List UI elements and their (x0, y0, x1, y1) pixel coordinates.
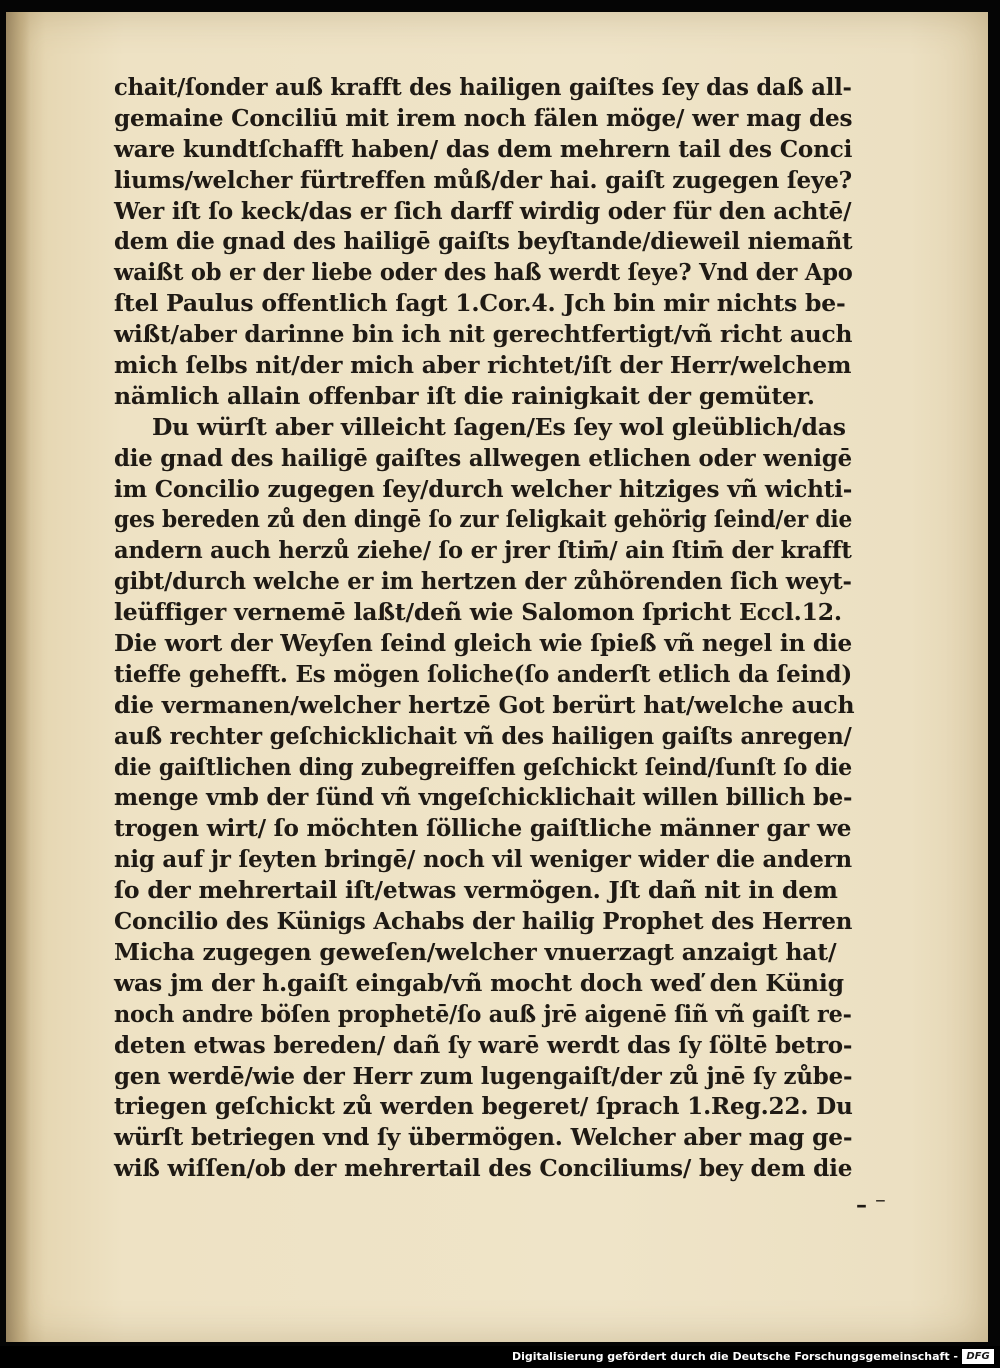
text-line: die gaiſtlichen ding zubegreiffen geſchickt ſeind/ſunſt ſo die (114, 752, 853, 781)
text-line: menge vmb der ſünd vñ vngeſchicklichait willen billich be- (114, 783, 853, 812)
catchword: – ⁻ (856, 1192, 887, 1218)
text-line: Micha zugegen geweſen/welcher vnuerzagt anzaigt hat/ (114, 937, 837, 966)
text-line: gemaine Conciliū mit irem noch fälen möge/ wer mag des (114, 103, 853, 132)
text-line: mich ſelbs nit/der mich aber richtet/iſt der Herr/welchem (114, 351, 852, 380)
funding-credit: Digitalisierung gefördert durch die Deutsche Forschungsgemeinschaft - (511, 1350, 958, 1363)
text-line: chait/ſonder auß krafft des hailigen gaiſtes ſey das daß all- (114, 73, 852, 101)
text-line: ware kundtſchafft haben/ das dem mehrern tail des Conci (114, 134, 853, 163)
text-line: andern auch herzů ziehe/ ſo er jrer ſtim̄/ ain ſtim̄ der krafft (114, 536, 852, 565)
text-line: die vermanen/welcher hertzē Got berürt hat/welche auch (114, 690, 855, 719)
text-line: wißt/aber darinne bin ich nit gerechtfertigt/vñ richt auch (114, 320, 853, 349)
text-line: trogen wirt/ ſo möchten ſölliche gaiſtliche männer gar we (114, 814, 852, 843)
text-line: deten etwas bereden/ dañ ſy warē werdt das ſy ſöltē betro- (114, 1030, 853, 1059)
text-line: nig auf jr ſeyten bringē/ noch vil weniger wider die andern (114, 845, 852, 874)
text-line: leüffiger vernemē laßt/deñ wie Salomon ſpricht Eccl.12. (114, 598, 842, 627)
text-line: noch andre böſen prophetē/ſo auß jrē aigenē ſiñ vñ gaiſt re- (114, 999, 852, 1028)
text-line: waißt ob er der liebe oder des haß werdt ſeye? Vnd der Apo (114, 258, 853, 287)
text-line: im Concilio zugegen ſey/durch welcher hitziges vñ wichti- (114, 474, 853, 503)
text-line: wiß wiſſen/ob der mehrertail des Conciliums/ bey dem die (114, 1154, 853, 1183)
text-line: ges bereden zů den dingē ſo zur ſeligkait gehörig ſeind/er die (114, 505, 853, 534)
text-line: Die wort der Weyſen ſeind gleich wie ſpieß vñ negel in die (114, 629, 852, 658)
text-line: die gnad des hailigē gaiſtes allwegen etlichen oder wenigē (114, 443, 852, 472)
text-line: tieffe gehefft. Es mögen ſoliche(ſo anderſt etlich da ſeind) (114, 659, 853, 688)
text-line: liums/welcher fürtreffen můß/der hai. gaiſt zugegen ſeye? (114, 165, 852, 194)
footer-bar (0, 1346, 1000, 1368)
text-line: dem die gnad des hailigē gaiſts beyſtande/dieweil niemañt (114, 227, 853, 256)
dfg-logo-icon: DFG (962, 1349, 994, 1364)
text-line: gen werdē/wie der Herr zum lugengaiſt/der zů jnē ſy zůbe- (114, 1061, 853, 1090)
book-page (6, 12, 988, 1342)
text-line: triegen geſchickt zů werden begeret/ ſprach 1.Reg.22. Du (114, 1092, 853, 1121)
text-line: gibt/durch welche er im hertzen der zůhörenden ſich weyt- (114, 567, 852, 596)
text-line: ſo der mehrertail iſt/etwas vermögen. Jſt dañ nit in dem (114, 876, 838, 905)
text-line: würſt betriegen vnd ſy übermögen. Welcher aber mag ge- (114, 1123, 853, 1152)
text-line: Du würſt aber villeicht ſagen/Es ſey wol gleüblich/das (152, 412, 846, 441)
text-line: nämlich allain offenbar iſt die rainigkait der gemüter. (114, 381, 815, 410)
text-line: auß rechter geſchicklichait vñ des hailigen gaiſts anregen/ (114, 721, 852, 750)
text-line: Wer iſt ſo keck/das er ſich darff wirdig oder für den achtē/ (114, 196, 852, 225)
text-line: Concilio des Künigs Achabs der hailig Prophet des Herren (114, 907, 853, 936)
page-binding-edge (6, 12, 30, 1342)
text-line: ſtel Paulus offentlich ſagt 1.Cor.4. Jch bin mir nichts be- (114, 289, 846, 318)
text-block (114, 72, 854, 1184)
text-line: was jm der h.gaiſt eingab/vñ mocht doch weď den Künig (114, 968, 844, 997)
